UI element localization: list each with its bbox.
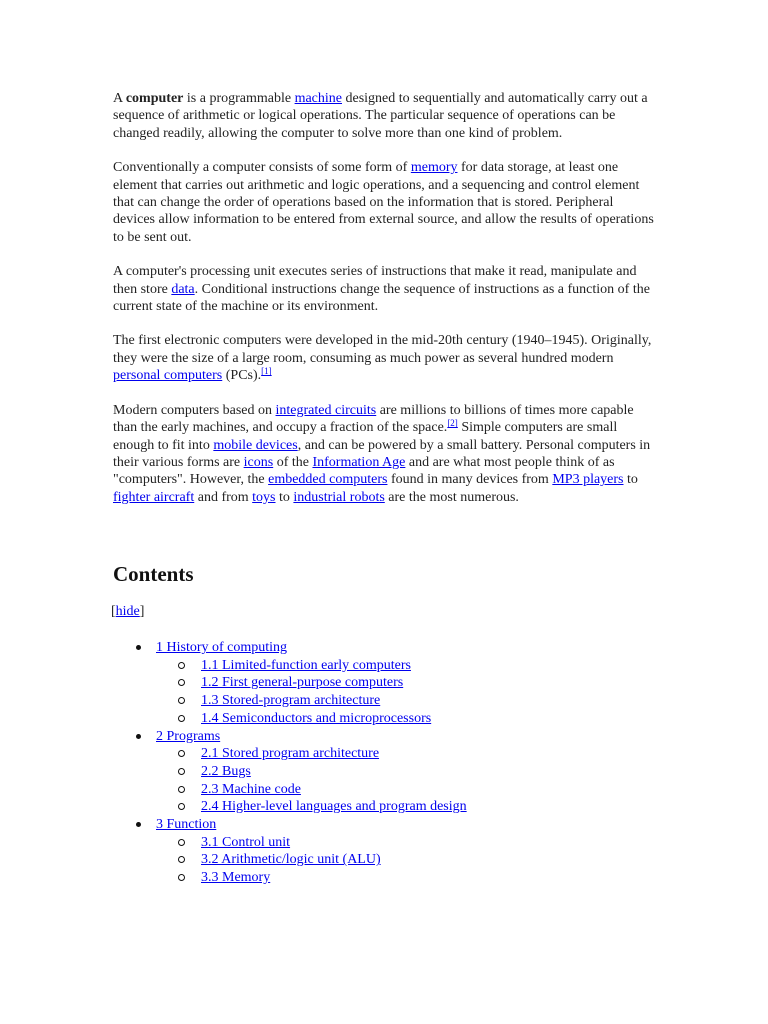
text: Modern computers based on [113,402,276,418]
toc-subsection [156,781,467,799]
text: are millions to billions of times more capable than the early machines, and occupy a fraction of the space. [113,402,634,436]
toc-subsection [156,869,467,887]
text: for data storage, at least one element that carries out arithmetic and logic operations, and a sequencing and control element that can change the order of operations based on the information that is stored. Peripheral devices allow information to be entered from external source, and allow the results of operations to be sent out. [113,160,654,245]
paragraph-history [113,332,658,384]
toc-subsection [156,692,467,710]
text: designed to sequentially and automatically carry out a sequence of arithmetic or logical operations. The particular sequence of operations can be changed readily, allowing the computer to solve more than one kind of problem. [113,91,648,141]
paragraph-modern [113,402,658,506]
text: and are what most people think of as "computers". However, the [113,454,615,488]
table-of-contents [113,639,467,887]
toc-subsection [156,763,467,781]
toc-link-memory[interactable]: 3.3 Memory [201,870,271,886]
text: (PCs). [222,368,262,384]
hide-toc-link[interactable]: hide [115,604,140,619]
toc-link-higher-level-languages[interactable]: 2.4 Higher-level languages and program design [201,799,467,815]
toc-subsection [156,710,467,728]
link-information-age[interactable]: Information Age [312,454,406,470]
link-memory[interactable]: memory [410,160,458,176]
link-mobile-devices[interactable]: mobile devices [213,437,298,453]
toc-link-alu[interactable]: 3.2 Arithmetic/logic unit (ALU) [201,852,381,868]
toc-link-history-of-computing[interactable]: 1 History of computing [156,640,288,655]
link-icons[interactable]: icons [243,454,274,470]
link-embedded-computers[interactable]: embedded computers [268,472,388,488]
toc-subsection [156,657,467,675]
text: is a programmable [183,91,295,106]
paragraph-processing [113,263,658,315]
toc-link-stored-program[interactable]: 1.3 Stored-program architecture [201,693,381,709]
link-mp3-players[interactable]: MP3 players [552,472,624,488]
toc-link-bugs[interactable]: 2.2 Bugs [201,763,251,779]
toc-link-limited-function[interactable]: 1.1 Limited-function early computers [201,657,411,673]
toc-subsection [156,834,467,852]
text: to [623,472,638,488]
paragraph-intro [113,90,658,142]
toc-subsection-list [156,657,467,728]
toc-link-control-unit[interactable]: 3.1 Control unit [201,834,291,850]
text: and from [194,489,253,505]
text: are the most numerous. [384,489,519,505]
text: found in many devices from [387,472,553,488]
toc-section [113,816,467,887]
link-fighter-aircraft[interactable]: fighter aircraft [113,489,195,505]
reference-link-1[interactable]: [1] [261,366,272,377]
toc-section [113,728,467,817]
bracket-open: [ [111,604,116,619]
article-body [113,90,658,523]
text: Conventionally a computer consists of some form of [113,160,411,176]
text: A [113,91,126,106]
toc-link-programs[interactable]: 2 Programs [156,728,221,744]
toc-subsection-list [156,834,467,887]
toc-subsection-list [156,745,467,816]
toc-subsection [156,674,467,692]
reference-link-2[interactable]: [2] [447,418,458,429]
link-industrial-robots[interactable]: industrial robots [293,489,385,505]
toc-subsection [156,798,467,816]
toc-link-machine-code[interactable]: 2.3 Machine code [201,781,301,797]
bold-term: computer [125,91,184,106]
text: A computer's processing unit executes series of instructions that make it read, manipulate and then store [113,264,637,297]
link-personal-computers[interactable]: personal computers [113,368,223,384]
text: to [275,489,294,505]
toc-section [113,639,467,728]
text: The first electronic computers were developed in the mid-20th century (1940–1945). Originally, they were the size of a large room, consuming as much power as several hundred modern [113,333,652,366]
toc-subsection [156,745,467,763]
toc-subsection [156,851,467,869]
toc-toggle [111,604,144,620]
text: Simple computers are small enough to fit into [113,420,618,453]
toc-link-function[interactable]: 3 Function [156,817,217,833]
text: of the [273,454,313,470]
link-toys[interactable]: toys [252,489,276,505]
bracket-close: ] [139,604,145,619]
toc-link-semiconductors[interactable]: 1.4 Semiconductors and microprocessors [201,710,432,726]
text: . Conditional instructions change the sequence of instructions as a function of the current state of the machine or its environment. [113,281,650,315]
toc-link-stored-program-architecture[interactable]: 2.1 Stored program architecture [201,746,380,762]
link-integrated-circuits[interactable]: integrated circuits [275,402,377,418]
toc-link-general-purpose[interactable]: 1.2 First general-purpose computers [201,675,404,691]
text: , and can be powered by a small battery. Personal computers in their various forms are [113,437,651,470]
link-machine[interactable]: machine [294,91,342,106]
paragraph-components [113,159,658,246]
link-data[interactable]: data [171,281,195,297]
contents-heading: Contents [113,562,194,586]
